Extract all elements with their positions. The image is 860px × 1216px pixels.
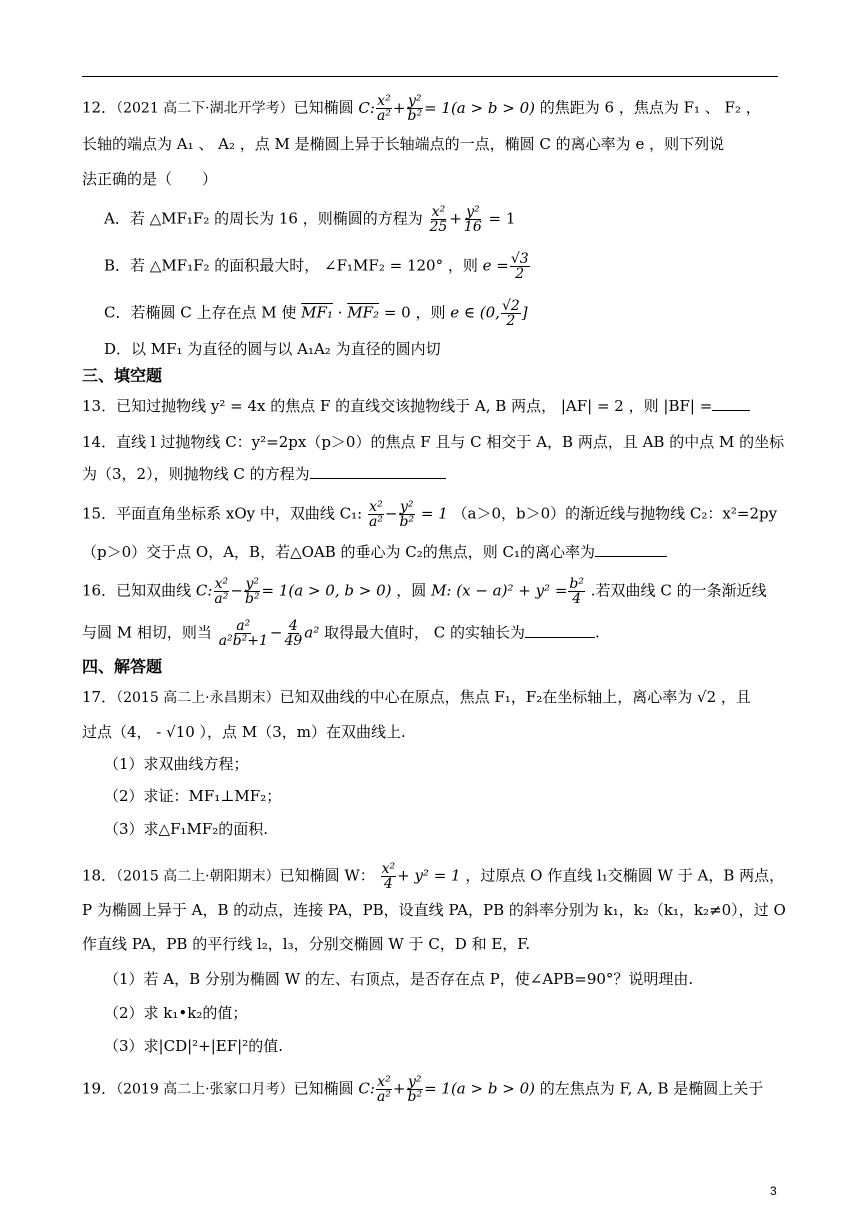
q15-line2: （p＞0）交于点 O，A，B，若△OAB 的垂心为 C₂的焦点，则 C₁的离心率为	[82, 541, 667, 563]
question-number: 12．	[82, 98, 117, 117]
q12-option-a: A．若 △MF₁F₂ 的周长为 16 ，则椭圆的方程为 $\frac{\text{x²}}{25}$ + $\frac{\text{y²}}{16}$ = 1	[104, 204, 516, 235]
q12-line3: 法正确的是（ ）	[82, 170, 218, 188]
q16-line2: 与圆 M 相切，则当 $\frac{\text{a²}}{\text{a²b²+1}}$ − $\frac{4}{49}$ a² 取得最大值时， C 的实轴长为 .	[82, 618, 600, 649]
q18-part1: （1）若 A，B 分别为椭圆 W 的左、右顶点，是否存在点 P，使∠APB=90°？说明理由.	[104, 970, 694, 988]
q18-part3: （3）求|CD|²+|EF|²的值.	[104, 1037, 283, 1055]
q19-line1: 19．（2019 高二上·张家口月考）已知椭圆 C: $\frac{\text{x²}}{\text{a²}}$ + $\frac{\text{y²}}{\text{b²}}$ = 1(a > b > 0) 的左焦点为 F, A, B 是椭圆上关于	[82, 1074, 764, 1105]
q12-line1: 12．（2021 高二下·湖北开学考）已知椭圆 C: $\frac{\text{x²}}{\text{a²}}$ + $\frac{\text{y²}}{\text{b²}}$ = 1(a > b > 0) 的焦距为 6 ，焦点为 F₁ 、 F₂ ，	[82, 93, 761, 124]
page-number: 3	[770, 1184, 777, 1198]
q14-line2: 为（3，2），则抛物线 C 的方程为	[82, 463, 446, 485]
q12-line2: 长轴的端点为 A₁ 、 A₂ ，点 M 是椭圆上异于长轴端点的一点，椭圆 C 的离心率为 e ，则下列说	[82, 135, 725, 153]
q17-part2: （2）求证：MF₁⊥MF₂；	[104, 787, 282, 805]
q12-option-c: C．若椭圆 C 上存在点 M 使 MF₁ · MF₂ = 0 ，则 e ∈ (0, $\frac{√2}{2}$ ]	[104, 298, 528, 329]
q18-part2: （2）求 k₁•k₂的值；	[104, 1004, 248, 1022]
q18-line2: P 为椭圆上异于 A，B 的动点，连接 PA，PB，设直线 PA，PB 的斜率分别为 k₁，k₂（k₁，k₂≠0），过 O	[82, 901, 786, 919]
q16-line1: 16．已知双曲线 C: $\frac{\text{x²}}{\text{a²}}$ − $\frac{\text{y²}}{\text{b²}}$ = 1(a > 0, b > 0) ，圆 M: (x − a)² + y² = $\frac{\text{b²}}{4}$ .若双曲线 C 的一条渐近线	[82, 576, 767, 607]
q13: 13．已知过抛物线 y² = 4x 的焦点 F 的直线交该抛物线于 A, B 两点， |AF| = 2 ，则 |BF| =	[82, 395, 750, 417]
q17-line2: 过点（4， - √10 ），点 M（3，m）在双曲线上.	[82, 723, 406, 741]
ellipse-equation: C: $\frac{\text{x²}}{\text{a²}}$ + $\frac{\text{y²}}{\text{b²}}$ = 1(a > b > 0)	[358, 93, 535, 124]
q17-line1: 17．（2015 高二上·永昌期末）已知双曲线的中心在原点，焦点 F₁，F₂在坐标轴上，离心率为 √2 ，且	[82, 688, 751, 706]
q17-part1: （1）求双曲线方程；	[104, 755, 249, 773]
q18-line1: 18．（2015 高二上·朝阳期末）已知椭圆 W： $\frac{\text{x²}}{4}$ + y² = 1 ，过原点 O 作直线 l₁交椭圆 W 于 A，B 两点，	[82, 861, 785, 892]
q18-line3: 作直线 PA，PB 的平行线 l₂，l₃，分别交椭圆 W 于 C，D 和 E，F.	[82, 935, 531, 953]
section-heading-fill: 三、填空题	[82, 366, 163, 385]
section-heading-answer: 四、解答题	[82, 657, 163, 676]
q12-option-b: B．若 △MF₁F₂ 的面积最大时， ∠F₁MF₂ = 120° ，则 e = $\frac{√3}{2}$	[104, 251, 529, 282]
q14-line1: 14．直线 l 过抛物线 C：y²=2px（p＞0）的焦点 F 且与 C 相交于 A，B 两点，且 AB 的中点 M 的坐标	[82, 433, 785, 451]
q15-line1: 15．平面直角坐标系 xOy 中，双曲线 C₁: $\frac{\text{x²}}{\text{a²}}$ − $\frac{\text{y²}}{\text{b²}}$ = 1 （a＞0，b＞0）的渐近线与抛物线 C₂：x²=2py	[82, 499, 778, 530]
q17-part3: （3）求△F₁MF₂的面积.	[104, 820, 269, 838]
header-rule	[82, 76, 778, 77]
q12-option-d: D．以 MF₁ 为直径的圆与以 A₁A₂ 为直径的圆内切	[104, 340, 441, 358]
question-source: （2021 高二下·湖北开学考）	[116, 100, 294, 117]
